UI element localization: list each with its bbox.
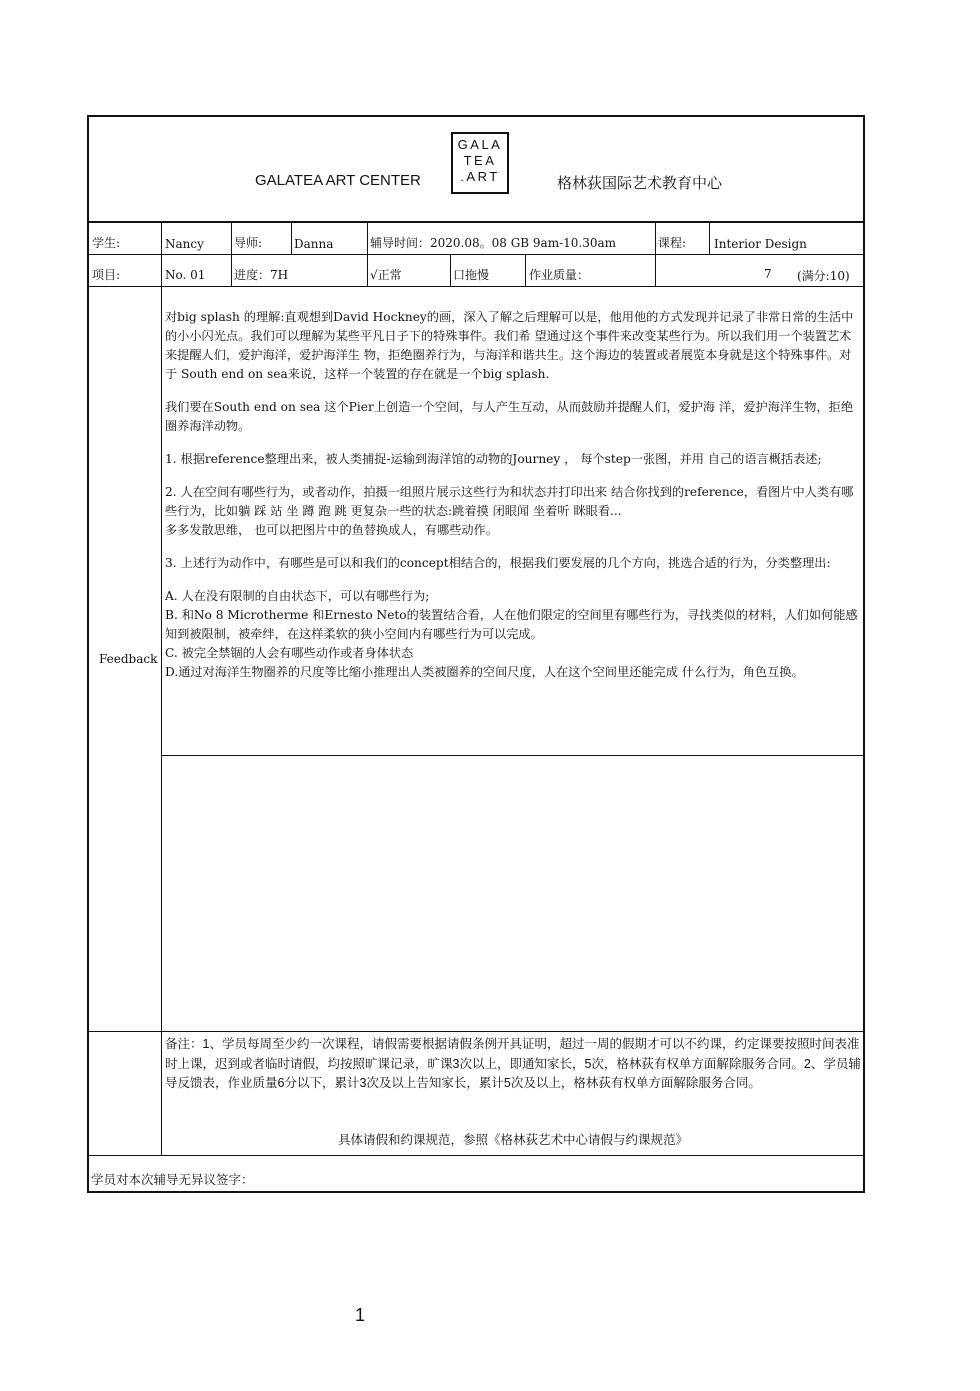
divider (655, 254, 656, 286)
divider (709, 221, 710, 254)
feedback-item-a: A. 人在没有限制的自由状态下，可以有哪些行为; (165, 589, 430, 603)
page-number: 1 (355, 1305, 366, 1325)
course-label: 课程: (658, 236, 687, 250)
quality-max: (满分:10) (797, 269, 850, 283)
divider (89, 286, 863, 287)
feedback-paragraph: 对big splash 的理解:直观想到David Hockney的画，深入了解之后理解可以是，他用他的方式发现并记录了非常日常的生活中的小小闪光点。我们可以理解为某些平凡日子下的特殊事件。我们希 望通过这个事件来改变某些行为。所以我们用一个装置艺术来提醒人们，爱护海洋，爱护海洋生 物，拒绝圈养行为，与海洋和谐共生。这个海边的装置或者展览本身就是这个特殊事件。对于 South end on sea来说，这样一个装置的存在就是一个big splash. (165, 310, 854, 381)
tutoring-time: 辅导时间：2020.08。08 GB 9am-10.30am (370, 236, 617, 250)
feedback-form (87, 115, 865, 1193)
logo-line-3: .ART (460, 169, 500, 184)
notes-reference: 具体请假和约课规范，参照《格林荻艺术中心请假与约课规范》 (337, 1133, 688, 1147)
divider (161, 254, 162, 286)
divider (89, 1031, 863, 1032)
feedback-paragraph: 1. 根据reference整理出来，被人类捕捉-运输到海洋馆的动物的Journey ， 每个step一张图，并用 自己的语言概括表述; (165, 452, 822, 466)
divider (367, 221, 368, 254)
status-slow: 口拖慢 (453, 268, 490, 282)
feedback-item-b: B. 和No 8 Microtherme 和Ernesto Neto的装置结合看，人在他们限定的空间里有哪些行为，寻找类似的材料，人们如何能感知到被限制，被牵绊，在这样柔软的狭小空间内有哪些行为可以完成。 (165, 608, 858, 641)
course-name: Interior Design (714, 237, 807, 251)
divider (231, 254, 232, 286)
divider (161, 221, 162, 254)
feedback-paragraph: 多多发散思维， 也可以把图片中的鱼替换成人，有哪些动作。 (165, 523, 498, 537)
feedback-paragraph: 3. 上述行为动作中，有哪些是可以和我们的concept相结合的，根据我们要发展的几个方向，挑选合适的行为，分类整理出: (165, 556, 831, 570)
divider (655, 221, 656, 254)
project-label: 项目: (92, 268, 121, 282)
divider (367, 254, 368, 286)
divider (89, 254, 863, 255)
student-name: Nancy (165, 237, 204, 251)
divider (89, 1155, 863, 1156)
student-label: 学生: (92, 236, 121, 250)
feedback-content (165, 308, 861, 682)
divider (525, 254, 526, 286)
divider (450, 254, 451, 286)
feedback-item-c: C. 被完全禁锢的人会有哪些动作或者身体状态 (165, 646, 414, 660)
feedback-label: Feedback (99, 652, 158, 666)
divider (89, 221, 863, 223)
status-normal: √正常 (370, 268, 402, 282)
quality-label: 作业质量： (529, 268, 590, 282)
divider (291, 221, 292, 254)
project-number: No. 01 (165, 268, 206, 282)
feedback-paragraph: 我们要在South end on sea 这个Pier上创造一个空间，与人产生互动，从而鼓励并提醒人们，爱护海 洋，爱护海洋生物，拒绝圈养海洋动物。 (165, 400, 854, 433)
feedback-item-d: D.通过对海洋生物圈养的尺度等比缩小推理出人类被圈养的空间尺度，人在这个空间里还能完成 什么行为，角色互换。 (165, 665, 804, 679)
notes-text: 备注：1、学员每周至少约一次课程，请假需要根据请假条例开具证明，超过一周的假期才可以不约课，约定课要按照时间表准时上课，迟到或者临时请假，均按照旷课记录，旷课3次以上，即通知家长，5次，格林荻有权单方面解除服务合同。2、学员辅导反馈表，作业质量6分以下，累计3次及以上告知家长，累计5次及以上，格林荻有权单方面解除服务合同。 (165, 1037, 861, 1090)
logo-line-2: TEA (463, 153, 497, 168)
progress: 进度：7H (234, 268, 289, 282)
teacher-name: Danna (294, 237, 334, 251)
galatea-logo (451, 132, 509, 194)
logo-line-1: GALA (457, 137, 503, 152)
signature-label: 学员对本次辅导无异议签字： (91, 1173, 254, 1187)
divider (231, 221, 232, 254)
org-name-en: GALATEA ART CENTER (255, 172, 421, 189)
org-name-cn: 格林荻国际艺术教育中心 (557, 175, 723, 192)
teacher-label: 导师: (234, 236, 263, 250)
divider (161, 755, 863, 756)
quality-value: 7 (764, 267, 772, 281)
feedback-paragraph: 2. 人在空间有哪些行为，或者动作，拍摄一组照片展示这些行为和状态并打印出来 结合你找到的reference，看图片中人类有哪些行为，比如躺 踩 站 坐 蹲 跑 跳 更复杂一些的状态:跳着摸 闭眼闻 坐着听 眯眼看... (165, 485, 854, 518)
divider (161, 286, 162, 1155)
